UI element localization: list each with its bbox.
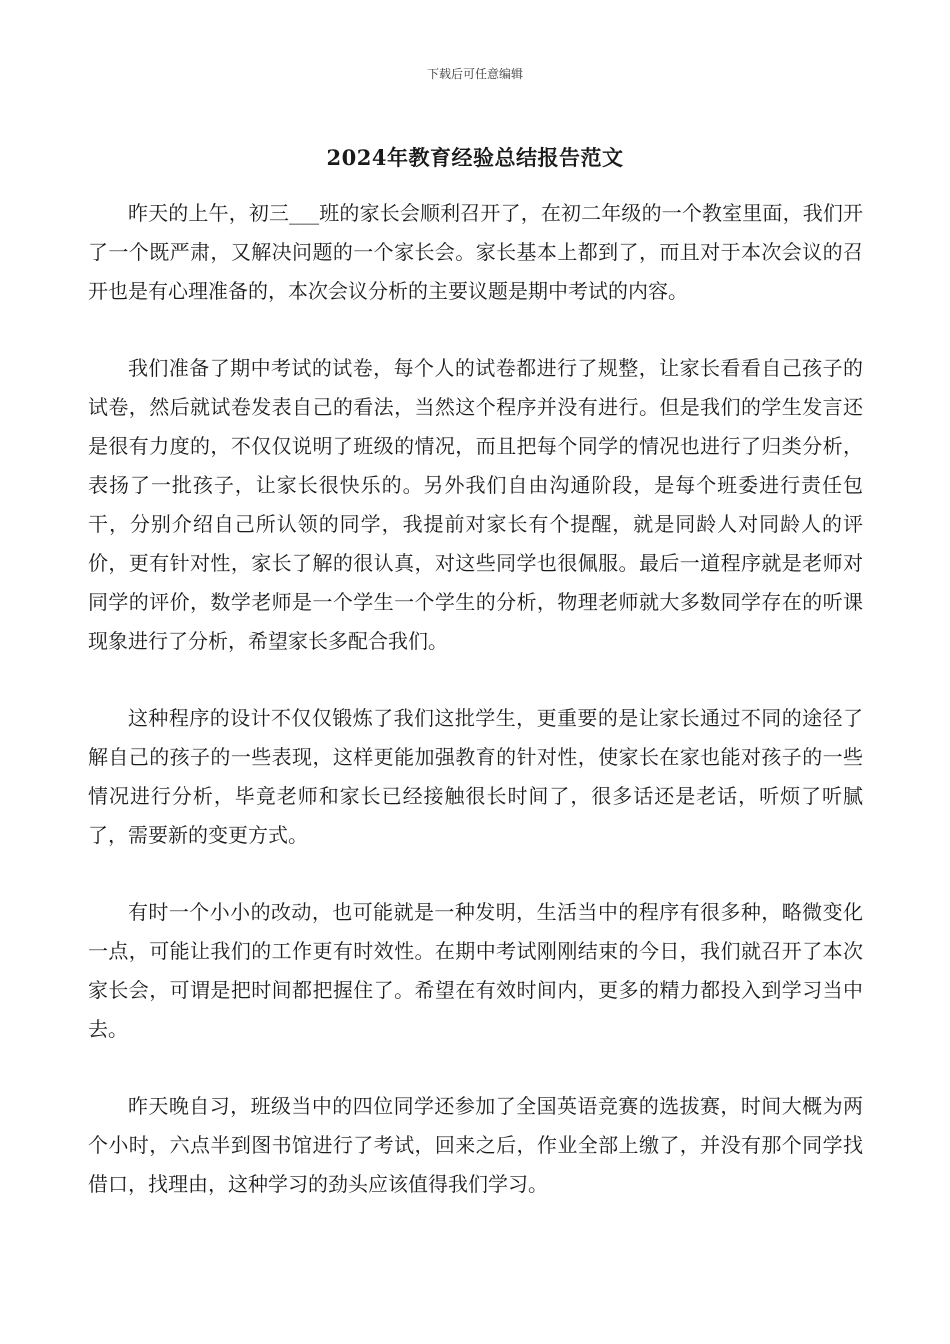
paragraph-4: 有时一个小小的改动，也可能就是一种发明，生活当中的程序有很多种，略微变化一点，可能让我们的工作更有时效性。在期中考试刚刚结束的今日，我们就召开了本次家长会，可谓是把时间都把握住了。希望在有效时间内，更多的精力都投入到学习当中去。	[88, 900, 863, 1041]
paragraph-3: 这种程序的设计不仅仅锻炼了我们这批学生，更重要的是让家长通过不同的途径了解自己的孩子的一些表现，这样更能加强教育的针对性，使家长在家也能对孩子的一些情况进行分析，毕竟老师和家长已经接触很长时间了，很多话还是老话，听烦了听腻了，需要新的变更方式。	[88, 706, 863, 847]
paragraph-5: 昨天晚自习，班级当中的四位同学还参加了全国英语竞赛的选拔赛，时间大概为两个小时，六点半到图书馆进行了考试，回来之后，作业全部上缴了，并没有那个同学找借口，找理由，这种学习的劲头应该值得我们学习。	[88, 1094, 863, 1196]
document-body	[88, 194, 863, 1242]
document-title: 2024年教育经验总结报告范文	[326, 145, 624, 170]
paragraph-2: 我们准备了期中考试的试卷，每个人的试卷都进行了规整，让家长看看自己孩子的试卷，然后就试卷发表自己的看法，当然这个程序并没有进行。但是我们的学生发言还是很有力度的，不仅仅说明了班级的情况，而且把每个同学的情况也进行了归类分析，表扬了一批孩子，让家长很快乐的。另外我们自由沟通阶段，是每个班委进行责任包干，分别介绍自己所认领的同学，我提前对家长有个提醒，就是同龄人对同龄人的评价，更有针对性，家长了解的很认真，对这些同学也很佩服。最后一道程序就是老师对同学的评价，数学老师是一个学生一个学生的分析，物理老师就大多数同学存在的听课现象进行了分析，希望家长多配合我们。	[88, 356, 863, 653]
page-header-note: 下载后可任意编辑	[426, 67, 523, 81]
paragraph-1: 昨天的上午，初三___班的家长会顺利召开了，在初二年级的一个教室里面，我们开了一个既严肃，又解决问题的一个家长会。家长基本上都到了，而且对于本次会议的召开也是有心理准备的，本次会议分析的主要议题是期中考试的内容。	[88, 201, 863, 303]
